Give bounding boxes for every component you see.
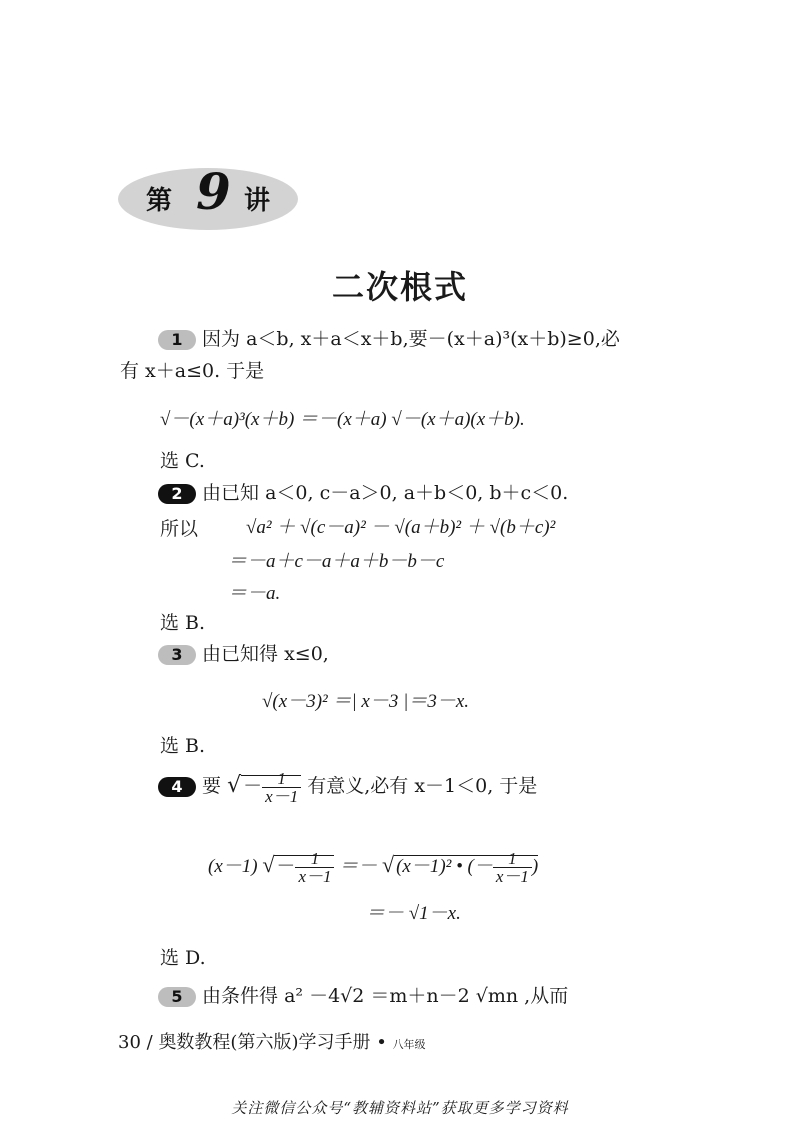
fraction-denominator: x－1 — [495, 867, 529, 886]
fraction — [295, 850, 334, 885]
problem-2-formula-1: √a² ＋ √(c－a)² － √(a＋b)² ＋ √(b＋c)² — [246, 517, 556, 538]
chapter-badge — [118, 162, 298, 230]
problem-number-badge: 5 — [158, 987, 196, 1007]
formula-inner: (x－1)² • (－ — [396, 855, 493, 877]
problem-2-formula-3: ＝－a. — [228, 583, 281, 604]
formula-close: ) — [531, 855, 539, 877]
fraction — [262, 770, 301, 805]
sqrt-icon: √ — [227, 772, 242, 798]
problem-1-formula: √－(x＋a)³(x＋b) ＝－(x＋a) √－(x＋a)(x＋b). — [160, 409, 525, 430]
problem-number-badge: 4 — [158, 777, 196, 797]
problem-2-answer: 选 B. — [160, 612, 206, 634]
chapter-suffix: 讲 — [244, 186, 271, 216]
sqrt-icon: √ — [262, 851, 275, 877]
sqrt-icon: √ — [382, 851, 395, 877]
problem-number-badge: 2 — [158, 484, 196, 504]
problem-2-label: 所以 — [160, 518, 199, 540]
problem-1-answer: 选 C. — [160, 450, 205, 472]
fraction-denominator: x－1 — [265, 787, 299, 806]
watermark-text: 关注微信公众号“教辅资料站”获取更多学习资料 — [231, 1099, 569, 1117]
problem-1-line2: 有 x＋a≤0. 于是 — [120, 360, 265, 382]
problem-number-badge: 3 — [158, 645, 196, 665]
problem-4-line1: 4 要 √ － $\frac{1}{x-1}$ 有意义,必有 x－1＜0, 于是 — [158, 770, 537, 805]
fraction-numerator: 1 — [295, 850, 334, 868]
fraction-numerator: 1 — [262, 770, 301, 788]
problem-4-formula-1: (x－1) √ － $\frac{1}{x-1}$ ＝－ √ (x－1)² • (－ $\frac{1}{x-1}$ ) — [208, 849, 539, 886]
problem-3-line1 — [158, 645, 329, 665]
problem-2-formula-2: ＝－a＋c－a＋a＋b－b－c — [228, 551, 445, 572]
problem-text: 由已知得 x≤0, — [202, 643, 329, 665]
page-number: 30 / — [118, 1032, 153, 1053]
page-footer — [118, 1028, 426, 1054]
problem-text: 由已知 a＜0, c－a＞0, a＋b＜0, b＋c＜0. — [202, 482, 569, 504]
problem-3-formula: √(x－3)² ＝| x－3 |＝3－x. — [262, 691, 470, 712]
page-title: 二次根式 — [331, 268, 468, 306]
problem-4-formula-2: ＝－ √1－x. — [366, 903, 461, 924]
fraction-denominator: x－1 — [298, 867, 332, 886]
problem-text: 由条件得 a² －4√2 ＝m＋n－2 √mn ,从而 — [202, 985, 569, 1007]
formula-left: (x－1) — [208, 855, 258, 877]
formula-equals: ＝－ — [339, 855, 378, 877]
fraction-numerator: 1 — [493, 850, 532, 868]
chapter-prefix: 第 — [146, 186, 173, 216]
problem-3-answer: 选 B. — [160, 735, 206, 757]
problem-number-badge: 1 — [158, 330, 196, 350]
problem-text: 因为 a＜b, x＋a＜x＋b,要－(x＋a)³(x＋b)≥0,必 — [202, 328, 620, 350]
problem-text-pre: 要 — [202, 774, 222, 797]
book-title: 奥数教程(第六版)学习手册 • — [158, 1032, 387, 1053]
grade-label: 八年级 — [392, 1038, 426, 1051]
problem-text-post: 有意义,必有 x－1＜0, 于是 — [307, 774, 538, 797]
problem-4-answer: 选 D. — [160, 947, 206, 969]
chapter-number: 9 — [196, 162, 231, 221]
fraction — [493, 850, 532, 885]
problem-2-line1 — [158, 484, 568, 504]
problem-1-line1 — [158, 330, 620, 350]
problem-5-line1 — [158, 987, 568, 1007]
